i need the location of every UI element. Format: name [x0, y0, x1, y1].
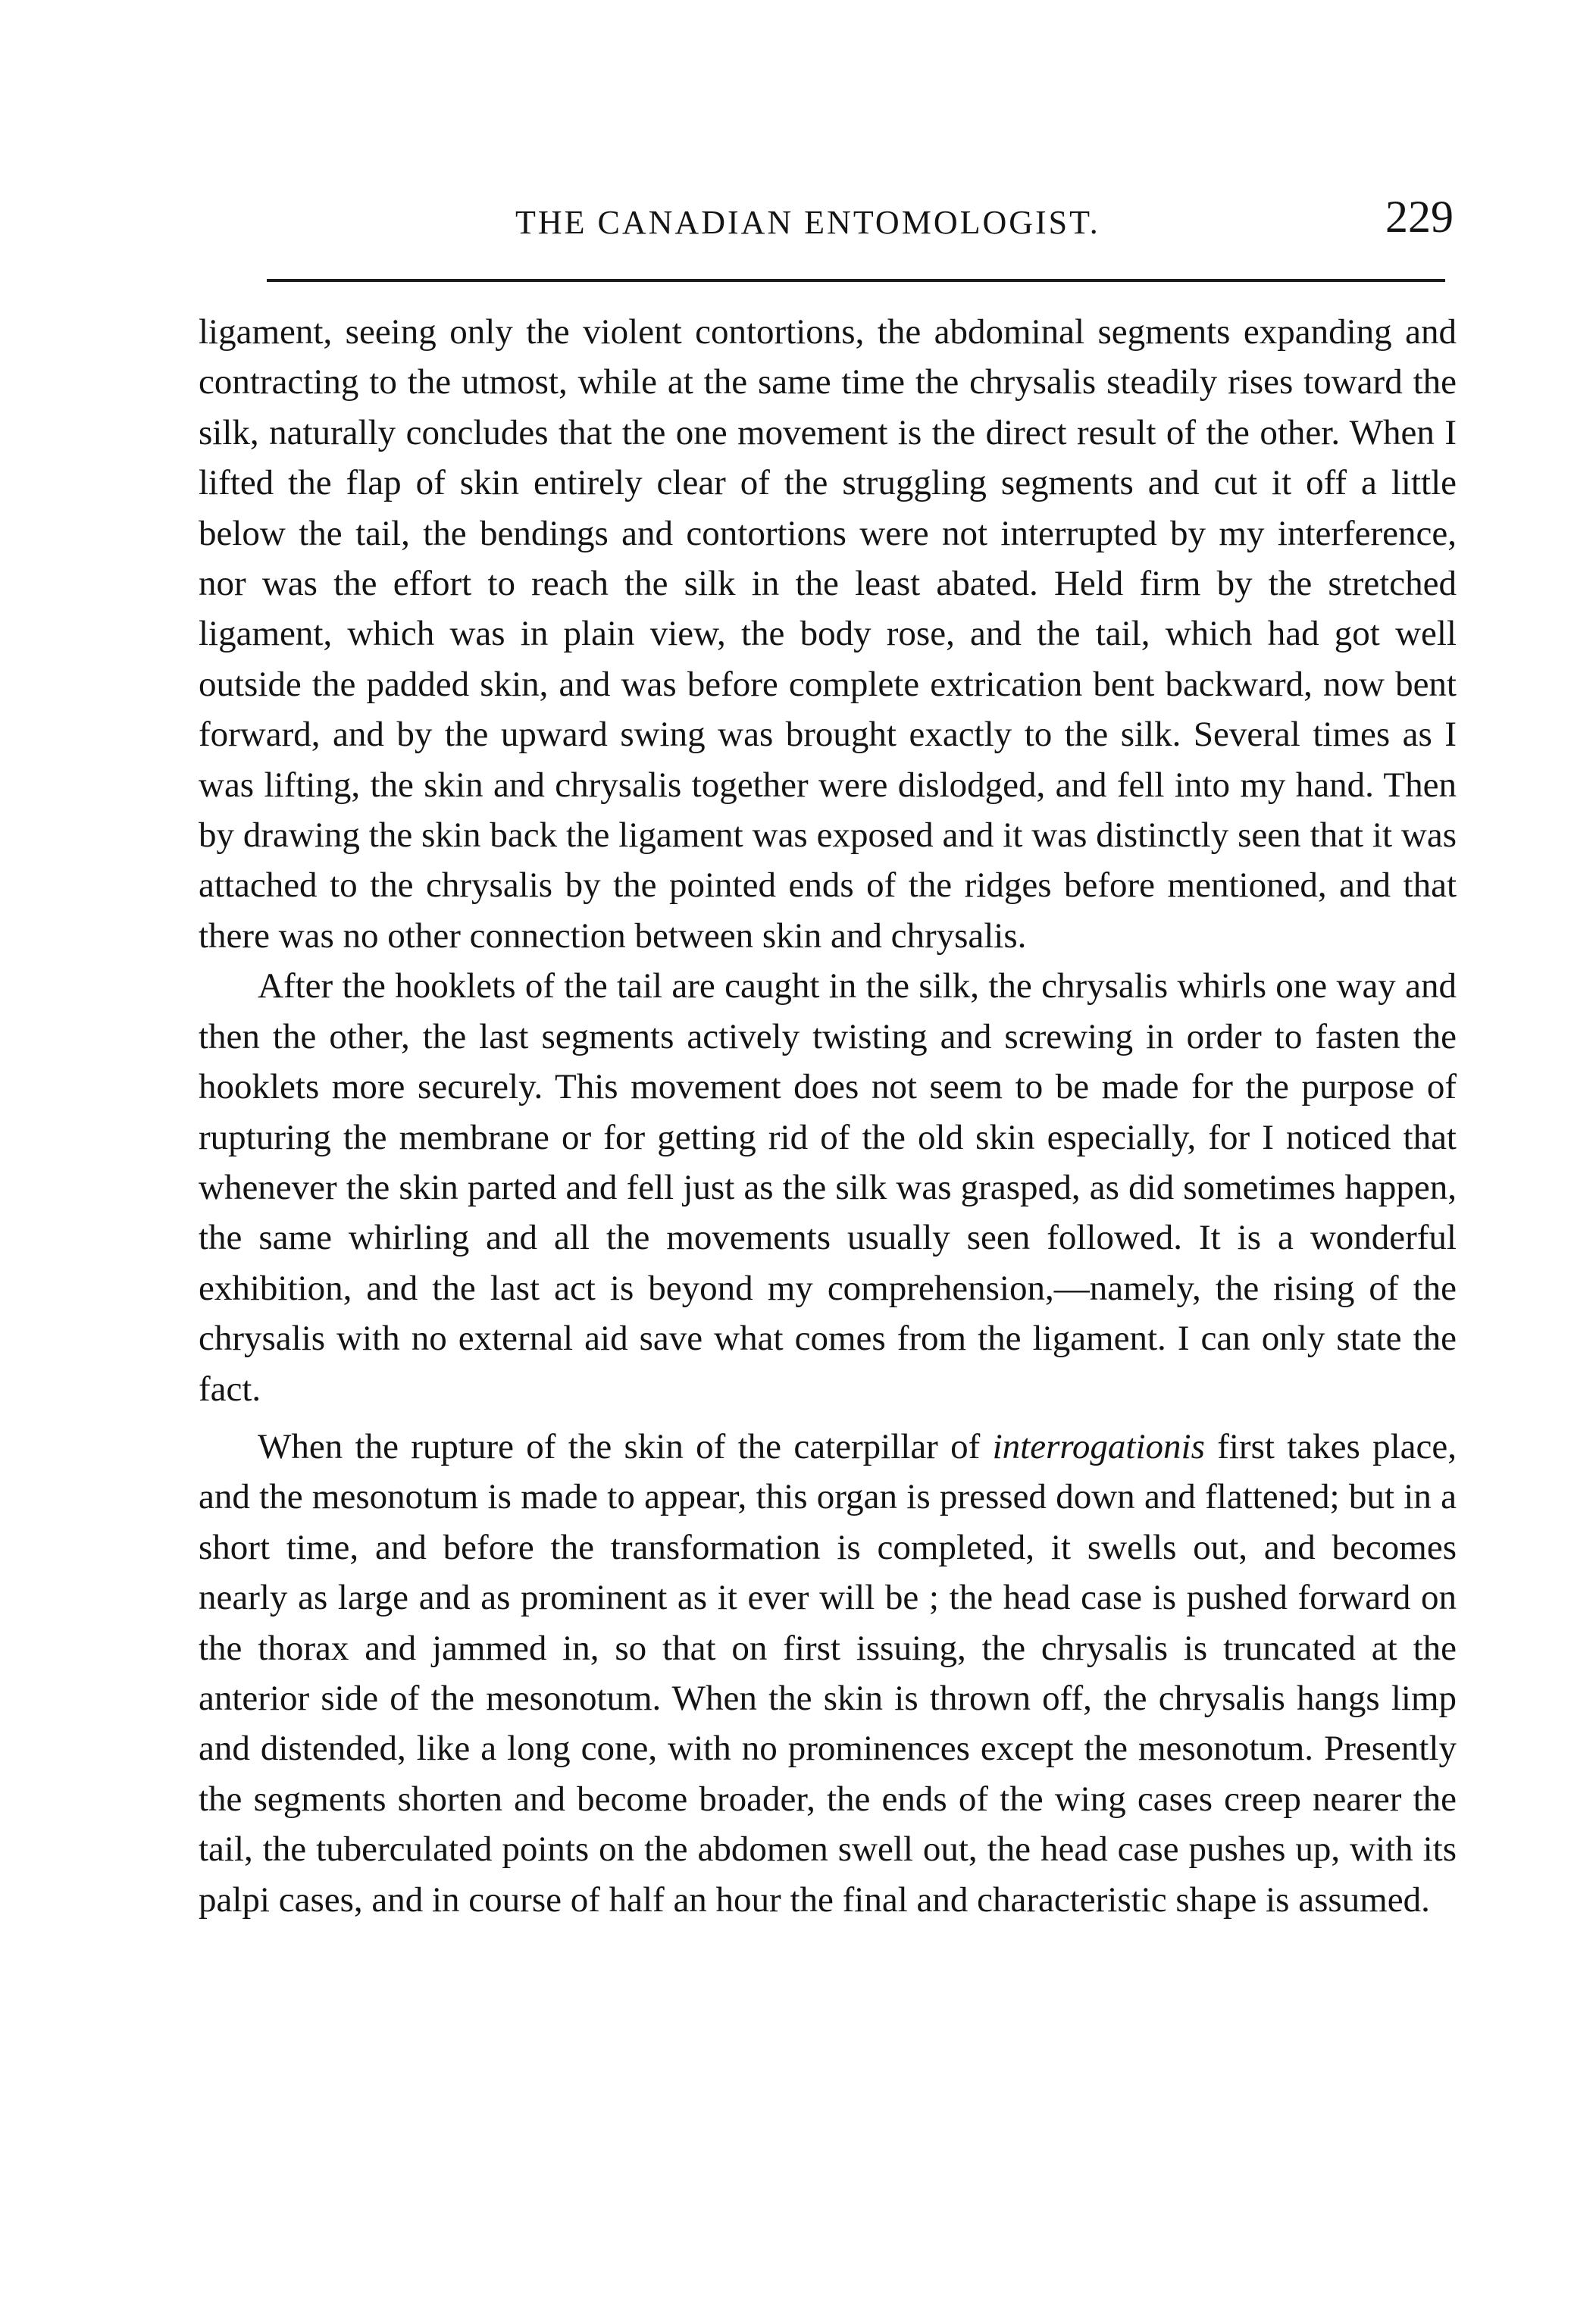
paragraph-3 [199, 1422, 1457, 1925]
page-number: 229 [1385, 192, 1454, 242]
paragraph-3-lead: When the rupture of the skin of the caterpillar of [258, 1426, 993, 1466]
paragraph-2: After the hooklets of the tail are caught in the silk, the chrysalis whirls one way and then the other, the last segments actively twisting and screwing in order to fasten the hooklets more securely. This movement does not seem to be made for the purpose of rupturing the membrane or for getting rid of the old skin especially, for I noticed that whenever the skin parted and fell just as the silk was grasped, as did sometimes happen, the same whirling and all the movements usually seen followed. It is a wonderful exhibition, and the last act is beyond my comprehension,—namely, the rising of the chrysalis with no external aid save what comes from the ligament. I can only state the fact. [199, 966, 1457, 1409]
paragraph-1: ligament, seeing only the violent contortions, the abdominal segments expanding and contracting to the utmost, while at the same time the chrysalis steadily rises toward the silk, naturally concludes that the one movement is the direct result of the other. When I lifted the flap of skin entirely clear of the struggling segments and cut it off a little below the tail, the bendings and contortions were not interrupted by my interference, nor was the effort to reach the silk in the least abated. Held firm by the stretched ligament, which was in plain view, the body rose, and the tail, which had got well outside the padded skin, and was before complete extrication bent backward, now bent forward, and by the upward swing was brought exactly to the silk. Several times as I was lifting, the skin and chrysalis together were dislodged, and fell into my hand. Then by drawing the skin back the ligament was exposed and it was distinctly seen that it was attached to the chrysalis by the pointed ends of the ridges before mentioned, and that there was no other connection between skin and chrysalis. [199, 312, 1457, 956]
species-name: interrogationis [992, 1426, 1205, 1466]
paragraph-3-rest: first takes place, and the mesonotum is made to appear, this organ is pressed down and flattened; but in a short time, and before the transformation is completed, it swells out, and becomes nearly as large and as prominent as it ever will be ; the head case is pushed forward on the thorax and jammed in, so that on first issuing, the chrysalis is truncated at the anterior side of the mesonotum. When the skin is thrown off, the chrysalis hangs limp and distended, like a long cone, with no prominences except the mesonotum. Presently the segments shorten and become broader, the ends of the wing cases creep nearer the tail, the tuberculated points on the abdomen swell out, the head case pushes up, with its palpi cases, and in course of half an hour the final and characteristic shape is assumed. [199, 1426, 1457, 1920]
article-body [199, 307, 1457, 1925]
page-header [189, 192, 1470, 252]
running-title: THE CANADIAN ENTOMOLOGIST. [515, 204, 1100, 241]
header-rule [267, 279, 1445, 282]
